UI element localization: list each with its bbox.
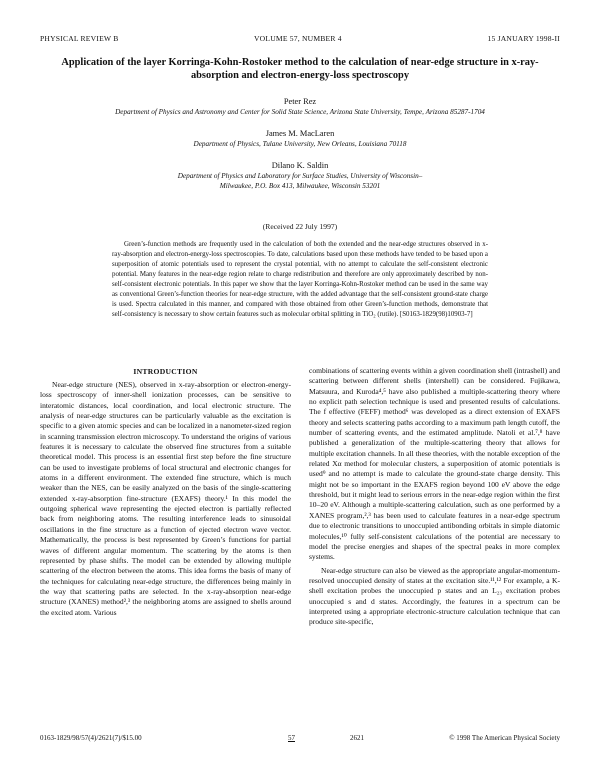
- section-heading: INTRODUCTION: [133, 367, 198, 376]
- issue-date: 15 JANUARY 1998-II: [487, 34, 560, 43]
- author-affiliation: Department of Physics and Laboratory for Surface Studies, University of Wisconsin–Milwaukee, P.O. Box 413, Milwaukee, Wisconsin 53201: [177, 172, 423, 190]
- page-number: 2621: [350, 734, 364, 742]
- author-name: James M. MacLaren: [265, 129, 335, 138]
- author-name: Peter Rez: [283, 97, 317, 106]
- body-paragraph: combinations of scattering events within a given coordination shell (intrashell) and scattering between different shells (intershell) can be considered. Fujikawa, Matsuura, and Kuroda⁴,⁵ have also published a multiple-scattering theory where no explicit path selection technique is used and presented results of calculations. The f effective (FEFF) method⁶ was developed as a direct extension of EXAFS theory and selects scattering paths according to a maximum path length cutoff, the number of scattering events, and the estimated amplitude. Natoli et al.⁷,⁸ have published a generalization of the multiple-scattering theory that allows for multiple excitation channels. In all these theories, with the notable exception of the related Xα method for molecular clusters, a superposition of atomic potentials is used⁹ and no attempt is made to calculate the ground-state charge density. This might not be so important in the EXAFS region beyond 100 eV above the edge threshold, but it might lead to serious errors in the near-edge region within the first 10–20 eV. Although a multiple-scattering calculation, such as one performed by a XANES program,²,³ has been used to calculate features in a near-edge spectrum due to electronic transitions to unoccupied antibonding orbitals in simple diatomic molecules,¹⁰ fully self-consistent calculations of the potential are necessary to model the precise energies and shapes of the spectral peaks in more complex systems.: [309, 366, 560, 562]
- article-code: 0163-1829/98/57(4)/2621(7)/$15.00: [40, 734, 142, 742]
- body-column-left: Near-edge structure (NES), observed in x-ray-absorption or electron-energy-loss spectroscopy of inner-shell ionization processes, can be sensitive to interatomic distances, local coordination, and local electronic structure. The analysis of near-edge structures can be particularly valuable as the excitation is specific to a given atomic species and can be localized in a nanometer-sized region in scanning transmission electron microscopy. To understand the origins of various features it is necessary to calculate the observed fine structures from a suitable theoretical model. This process is an essential first step before the fine structure can be used to investigate problems of local structural and electronic changes for atoms in a different environment. The extended fine structure, which is much weaker than the NES, can be easily analyzed on the basis of the single-scattering extended x-ray-absorption fine-structure (EXAFS) theory.¹ In this model the outgoing spherical wave representing the ejected electron is partially reflected back from neighboring atoms. The resulting interference leads to sinusoidal oscillations in the fine structure as a function of ejected electron wave vector. Mathematically, the process is best represented by Green’s functions for partial waves of different angular momentum. The scattering by the atoms is then represented by phase shifts. The model can be extended by allowing multiple scattering of the electron between the atoms. This idea forms the basis of many of the techniques for calculating near-edge structure, the differences being mainly in the way that scattering paths are selected. In the x-ray-absorption near-edge structure (XANES) method²,³ the neighboring atoms are assigned to shells around the excited atom. Various: [40, 380, 291, 617]
- journal-name: PHYSICAL REVIEW B: [40, 34, 119, 43]
- paper-title: Application of the layer Korringa-Kohn-Rostoker method to the calculation of near-edge structure in x-ray-absorption and electron-energy-loss spectroscopy: [61, 57, 539, 81]
- author-affiliation: Department of Physics and Astronomy and Center for Solid State Science, Arizona State University, Tempe, Arizona 85287-1704: [115, 108, 485, 116]
- author-affiliation: Department of Physics, Tulane University, New Orleans, Louisiana 70118: [193, 140, 407, 148]
- body-paragraph: Near-edge structure can also be viewed as the appropriate angular-momentum-resolved unoccupied density of states at the excitation site.¹¹,¹² For example, a K-shell excitation probes the unoccupied p states and an L₂₃ excitation probes unoccupied s and d states. Accordingly, the features in a spectrum can be interpreted using a appropriate electronic-structure calculation technique that can produce site-specific,: [309, 565, 560, 627]
- page-footer: [40, 734, 560, 746]
- footer-volume: 57: [288, 734, 295, 742]
- running-header: [40, 34, 560, 46]
- copyright: © 1998 The American Physical Society: [449, 734, 560, 742]
- author-name: Dilano K. Saldin: [271, 161, 329, 170]
- received-date: (Received 22 July 1997): [262, 222, 338, 231]
- volume-number: VOLUME 57, NUMBER 4: [254, 34, 342, 43]
- abstract: Green’s-function methods are frequently used in the calculation of both the extended and the near-edge structures observed in x-ray-absorption and electron-energy-loss spectroscopies. To date, calculations based upon these methods have tended to be based upon a superposition of atomic potentials used to represent the crystal potential, with no attempt to calculate the self-consistent electronic potential. Many features in the near-edge region relate to charge redistribution and therefore are only approximately described by non-self-consistent electronic potentials. In this paper we show that the layer Korringa-Kohn-Rostoker method can be used in the same way as conventional Green’s-function theories for near-edge structure, with the added advantage that the self-consistent ground-state charge is used. Spectra calculated in this manner, and compared with those obtained from other Green’s-function methods, demonstrate that self-consistency is necessary to show certain features such as molecular orbital splitting in TiO₂ (rutile). [S0163-1829(98)10903-7]: [112, 241, 488, 318]
- body-column-right: [309, 366, 560, 628]
